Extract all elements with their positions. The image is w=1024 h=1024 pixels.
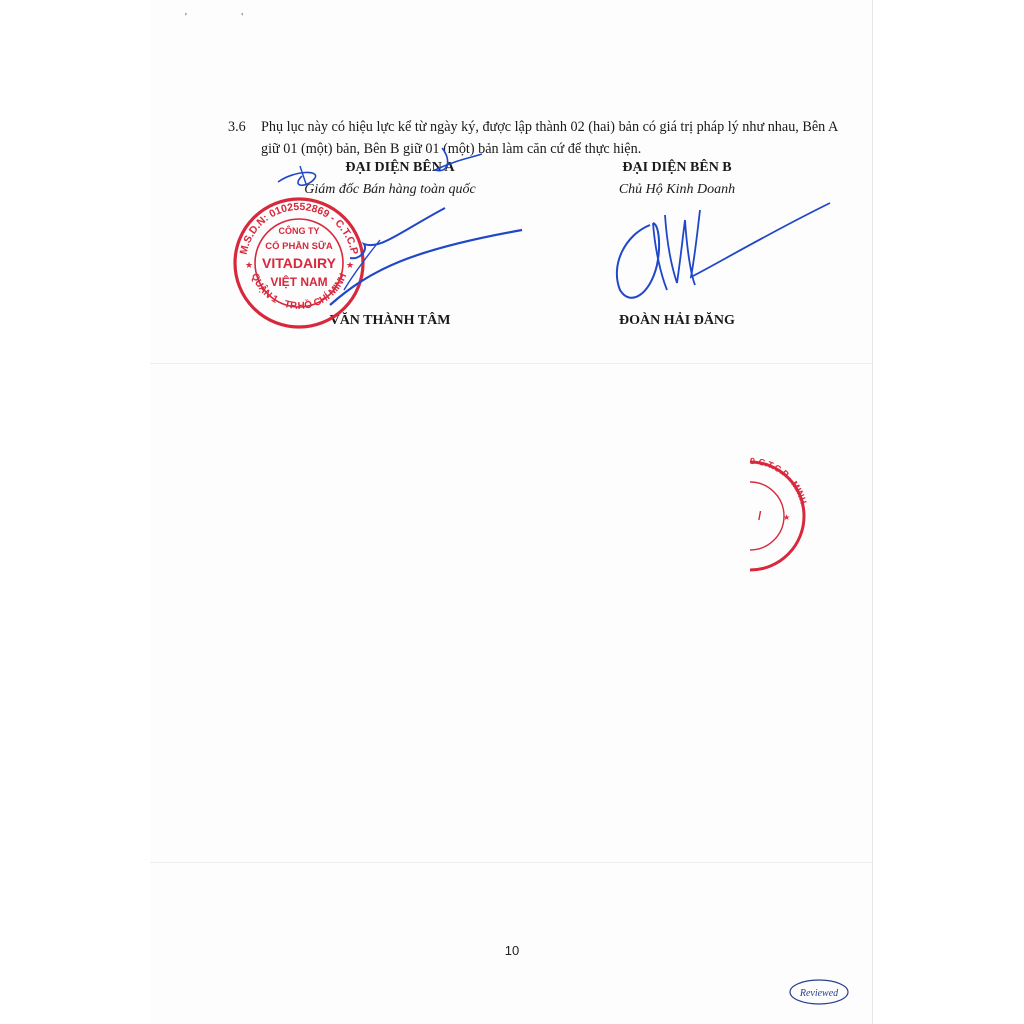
page-number: 10	[504, 943, 520, 958]
svg-text:QUẬN 1 - TP.HỒ CHÍ MINH: QUẬN 1 - TP.HỒ CHÍ MINH	[248, 271, 350, 313]
party-a-heading: ĐẠI DIỆN BÊN A	[345, 160, 455, 175]
svg-text:CỔ PHẦN SỮA: CỔ PHẦN SỮA	[265, 241, 333, 252]
svg-text:9-C.T.C.P · MINH: 9-C.T.C.P · MINH	[749, 455, 809, 506]
party-b-role: Chủ Hộ Kinh Doanh	[618, 182, 736, 197]
scan-artifact: ' '	[185, 12, 270, 23]
party-b-signature	[605, 195, 835, 315]
party-b-heading: ĐẠI DIỆN BÊN B	[622, 160, 732, 175]
svg-text:★: ★	[783, 513, 791, 522]
clause-text: Phụ lục này có hiệu lực kể từ ngày ký, được lập thành 02 (hai) bản có giá trị pháp lý như nhau, Bên A giữ 01 (một) bản, Bên B giữ 01 (một) bản làm căn cứ để thực hiện.	[261, 119, 838, 157]
party-a-role: Giám đốc Bán hàng toàn quốc	[304, 182, 476, 197]
svg-text:★: ★	[346, 260, 355, 270]
party-a-signature	[260, 140, 540, 330]
svg-text:VITADAIRY: VITADAIRY	[262, 255, 336, 271]
svg-text:★: ★	[245, 260, 254, 270]
page-fold-line	[150, 862, 872, 863]
svg-text:VIỆT NAM: VIỆT NAM	[270, 275, 328, 289]
clause-number: 3.6	[228, 119, 246, 135]
svg-text:M.S.D.N: 0102552869 - C.T.C.P: M.S.D.N: 0102552869 - C.T.C.P	[237, 200, 361, 256]
svg-text:/: /	[758, 509, 762, 523]
reviewed-mark	[788, 978, 850, 1006]
svg-text:Reviewed: Reviewed	[799, 988, 839, 999]
svg-text:CÔNG TY: CÔNG TY	[278, 226, 320, 236]
page-fold-line	[150, 363, 872, 364]
partial-stamp	[720, 455, 809, 576]
party-a-name: VĂN THÀNH TÂM	[329, 313, 451, 328]
party-b-name: ĐOÀN HẢI ĐĂNG	[619, 313, 735, 328]
